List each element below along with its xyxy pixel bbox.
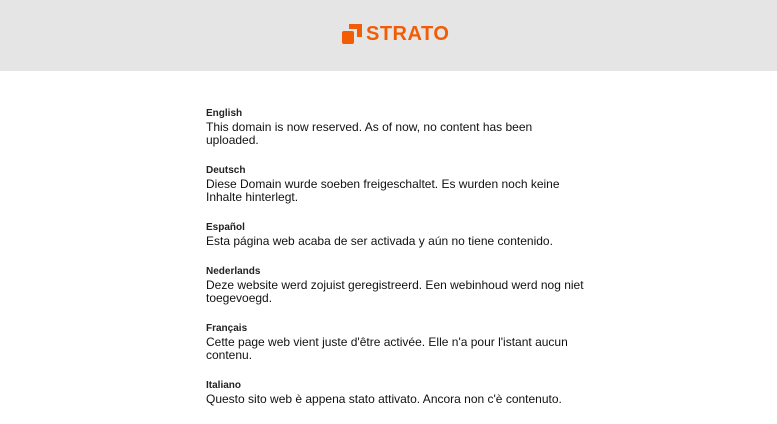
message-francais	[206, 323, 586, 362]
language-heading: Nederlands	[206, 266, 261, 277]
message-list	[206, 108, 586, 424]
language-message: Esta página web acaba de ser activada y aún no tiene contenido.	[206, 234, 553, 248]
language-heading: Français	[206, 323, 248, 334]
language-message: This domain is now reserved. As of now, no content has been uploaded.	[206, 120, 533, 147]
language-heading: Español	[206, 222, 245, 233]
message-italiano	[206, 380, 586, 406]
message-deutsch	[206, 165, 586, 204]
strato-logo-icon	[342, 24, 362, 44]
message-nederlands	[206, 266, 586, 305]
header-bar	[0, 0, 777, 71]
language-heading: Deutsch	[206, 165, 246, 176]
message-espanol	[206, 222, 586, 248]
language-heading: Italiano	[206, 380, 242, 391]
strato-logo[interactable]	[342, 23, 449, 45]
language-heading: English	[206, 108, 243, 119]
language-message: Diese Domain wurde soeben freigeschaltet. Es wurden noch keine Inhalte hinterlegt.	[206, 177, 560, 204]
message-english	[206, 108, 586, 147]
language-message: Cette page web vient juste d'être activée. Elle n'a pour l'istant aucun contenu.	[206, 335, 568, 362]
language-message: Questo sito web è appena stato attivato. Ancora non c'è contenuto.	[206, 392, 562, 406]
logo-wordmark: STRATO	[366, 23, 450, 45]
language-message: Deze website werd zojuist geregistreerd. Een webinhoud werd nog niet toegevoegd.	[206, 278, 584, 305]
